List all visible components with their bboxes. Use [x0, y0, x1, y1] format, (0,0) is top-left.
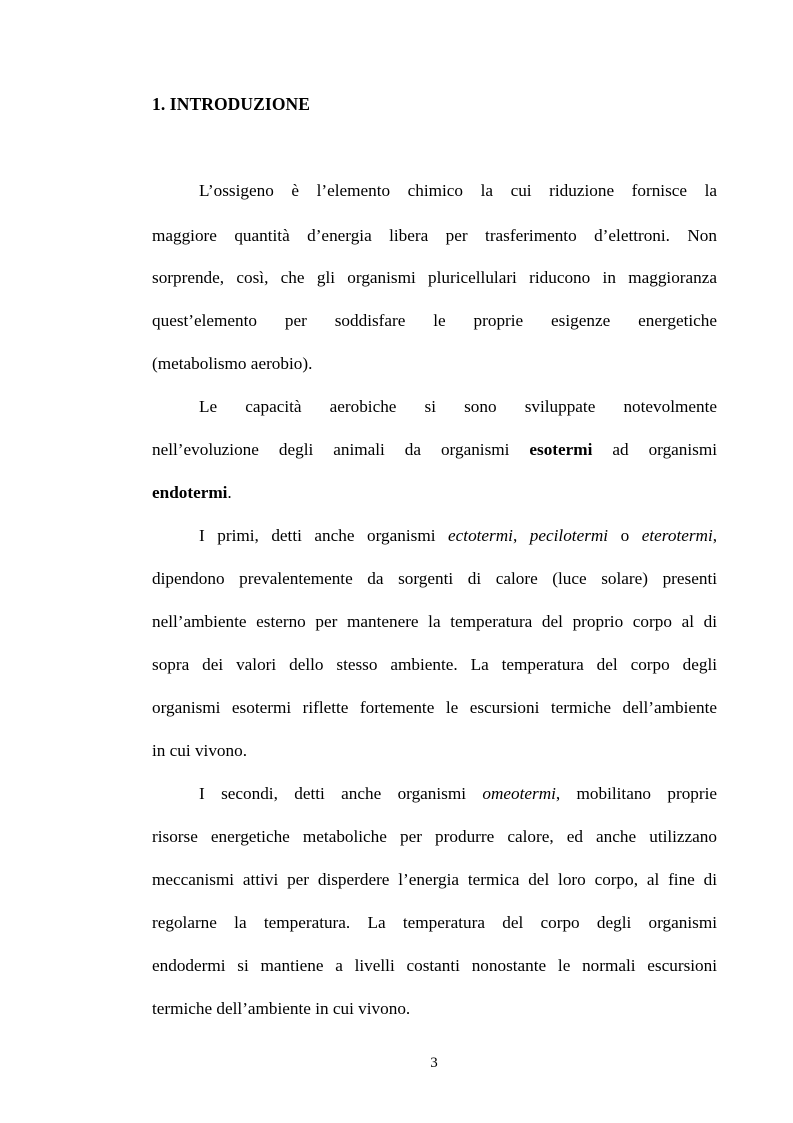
text-line: sopra dei valori dello stesso ambiente. La temperatura del corpo degli — [152, 655, 717, 674]
text-line — [152, 438, 717, 462]
text-line: regolarne la temperatura. La temperatura del corpo degli organismi — [152, 913, 717, 932]
text-run: , mobilitano proprie — [555, 784, 717, 803]
text-line: dipendono prevalentemente da sorgenti di calore (luce solare) presenti — [152, 569, 717, 588]
bold-term-esotermi: esotermi — [529, 440, 593, 459]
italic-term-ectotermi: ectotermi — [448, 526, 513, 545]
text-line — [199, 524, 717, 548]
text-line: risorse energetiche metaboliche per produrre calore, ed anche utilizzano — [152, 827, 717, 846]
text-line: organismi esotermi riflette fortemente le escursioni termiche dell’ambiente — [152, 698, 717, 717]
text-run: nell’evoluzione degli animali da organismi — [152, 440, 510, 459]
bold-term-endotermi: endotermi — [152, 483, 228, 502]
text-run: . — [227, 483, 232, 502]
text-run: , — [512, 526, 518, 545]
text-run: I secondi, detti anche organismi — [199, 784, 467, 803]
text-line: quest’elemento per soddisfare le proprie esigenze energetiche — [152, 311, 717, 330]
text-line: termiche dell’ambiente in cui vivono. — [152, 999, 411, 1018]
text-line — [152, 481, 717, 505]
text-line: nell’ambiente esterno per mantenere la temperatura del proprio corpo al di — [152, 612, 717, 631]
text-line: endodermi si mantiene a livelli costanti nonostante le normali escursioni — [152, 956, 717, 975]
text-line: sorprende, così, che gli organismi pluricellulari riducono in maggioranza — [152, 268, 717, 287]
section-heading: 1. INTRODUZIONE — [152, 94, 311, 114]
text-run: o — [620, 526, 630, 545]
page-number: 3 — [430, 1055, 438, 1071]
text-line: in cui vivono. — [152, 741, 248, 760]
italic-term-pecilotermi: pecilotermi — [529, 526, 609, 545]
text-run: , — [712, 526, 717, 545]
text-line: L’ossigeno è l’elemento chimico la cui riduzione fornisce la — [199, 181, 717, 200]
text-line: meccanismi attivi per disperdere l’energia termica del loro corpo, al fine di — [152, 870, 717, 889]
text-line: (metabolismo aerobio). — [152, 354, 313, 373]
text-run: I primi, detti anche organismi — [199, 526, 436, 545]
text-line: maggiore quantità d’energia libera per trasferimento d’elettroni. Non — [152, 226, 717, 245]
text-line — [199, 782, 717, 806]
italic-term-omeotermi: omeotermi — [482, 784, 556, 803]
text-run: ad organismi — [612, 440, 717, 459]
italic-term-eterotermi: eterotermi — [641, 526, 713, 545]
text-line: Le capacità aerobiche si sono sviluppate notevolmente — [199, 397, 717, 416]
